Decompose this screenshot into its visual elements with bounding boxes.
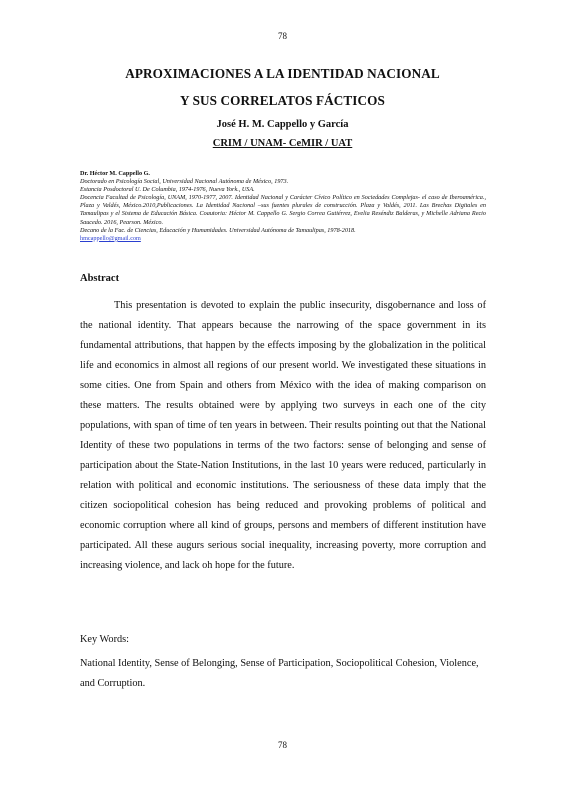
bio-line: Estancia Posdoctoral U. De Columbia, 1974-1976, Nueva York., USA. [80, 186, 255, 194]
bio-line: Decano de la Fac. de Ciencias, Educación y Humanidades. Universidad Autónoma de Tamaulipas, 1978-2018. [80, 226, 356, 234]
abstract-body: This presentation is devoted to explain the public insecurity, disgobernance and loss of the national identity. That appears because the narrowing of the space government in its fundamental attributions, that happen by the effects imposing by the globalization in the political life and economics in almost all regions of our present world. We investigated these situations in some cities. One from Spain and others from México with the idea of making comparison on these matters. The results obtained were by applying two surveys in each one of the city populations, with span of time of ten years in between. Their results pointing out that the National Identity of these two populations in terms of the two factors: sense of belonging and sense of participation about the State-Nation Institutions, in the last 10 years were reduced, particularly in relation with political and economic institutions. The seriousness of these data imply that the citizen sociopolitical cohesion has being reduced and provoking problems of political and economic corruption where all kind of groups, persons and members of different institution have participated. All these augurs serious social inequality, increasing poverty, more corruption and increasing violence, and lack oh hope for the future. [80, 300, 486, 571]
title-line-2: Y SUS CORRELATOS FÁCTICOS [180, 93, 385, 108]
author-name: José H. M. Cappello y García [216, 119, 349, 130]
bio-line: Docencia Facultad de Psicología, UNAM, 1970-1977, 2007. Identidad Nacional y Carácter Cívico Político en Sociedades Complejas- el caso de Iberoamérica., Plaza y Valdés, México.2010,Publicaciones. La Identidad Nacional –sus fuentes plurales de construcción. Plaza y Valdés, 2011. Las Brechas Digitales en Tamaulipas y el Sistema de Educación Básica. Coautoria: Héctor M. Cappello G. Sergio Correa Gutiérrez, Evelia Reséndiz Balderas, y Michelle Adriana Recio Saucedo. 2016, Pearson. México. [80, 194, 486, 226]
bio-line: Doctorado en Psicología Social, Universidad Nacional Autónoma de México, 1973. [80, 178, 289, 186]
author-affiliation: CRIM / UNAM- CeMIR / UAT [212, 138, 353, 149]
title-line-1: APROXIMACIONES A LA IDENTIDAD NACIONAL [125, 66, 440, 81]
author-bio [80, 170, 486, 243]
abstract-heading: Abstract [80, 273, 120, 284]
bio-email-link[interactable]: hmcappello@gmail.com [80, 234, 141, 242]
page-number-bottom: 78 [278, 740, 287, 750]
bio-name: Dr. Héctor M. Cappello G. [80, 170, 150, 177]
keywords-list: National Identity, Sense of Belonging, Sense of Participation, Sociopolitical Cohesion, Violence, and Corruption. [80, 658, 479, 689]
page-number-top: 78 [278, 31, 287, 41]
keywords-heading: Key Words: [80, 634, 130, 645]
